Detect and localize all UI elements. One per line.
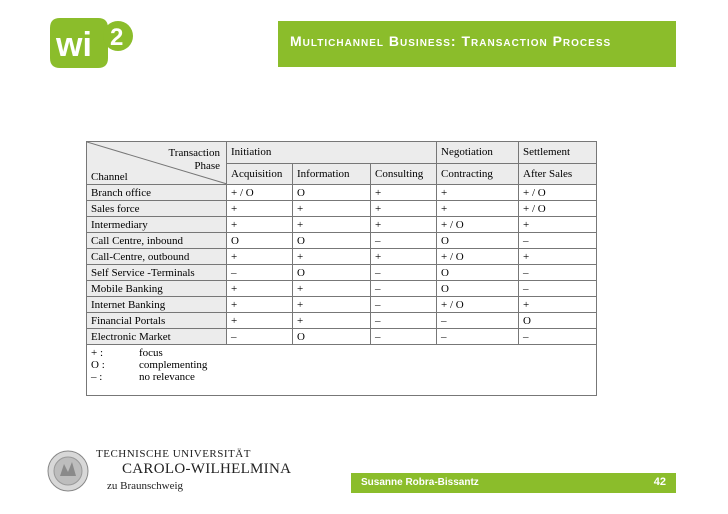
- table-cell: +: [227, 217, 293, 233]
- table-row: [87, 217, 597, 233]
- subheader-contracting: Contracting: [437, 163, 519, 185]
- corner-channel-label: Channel: [91, 171, 128, 183]
- table-row: [87, 329, 597, 345]
- legend-row: [87, 345, 597, 396]
- table-cell: O: [519, 313, 597, 329]
- table-row: [87, 201, 597, 217]
- table-cell: –: [371, 297, 437, 313]
- table-row: [87, 185, 597, 201]
- table-cell: O: [437, 281, 519, 297]
- university-name-line1: TECHNISCHE UNIVERSITÄT: [96, 448, 251, 460]
- phase-header-negotiation: Negotiation: [437, 142, 519, 164]
- table-cell: –: [371, 313, 437, 329]
- svg-text:wi: wi: [56, 26, 92, 64]
- table-cell: –: [371, 265, 437, 281]
- university-name-line2: CAROLO-WILHELMINA: [122, 461, 292, 477]
- table-cell: +: [293, 217, 371, 233]
- legend-meaning: complementing: [139, 359, 208, 371]
- table-row: [87, 249, 597, 265]
- table-cell: + / O: [437, 217, 519, 233]
- table-cell: + / O: [519, 185, 597, 201]
- table-cell: O: [293, 185, 371, 201]
- table-cell: +: [371, 249, 437, 265]
- wi2-logo: [46, 14, 136, 72]
- author-name: Susanne Robra-Bissantz: [361, 477, 479, 488]
- table-cell: +: [519, 217, 597, 233]
- subheader-after-sales: After Sales: [519, 163, 597, 185]
- tu-braunschweig-seal-icon: [46, 448, 90, 494]
- table-row: [87, 313, 597, 329]
- channel-label: Sales force: [87, 201, 227, 217]
- slide-title: Multichannel Business: Transaction Process: [290, 33, 612, 49]
- table-cell: O: [293, 329, 371, 345]
- university-name-line3: zu Braunschweig: [107, 480, 184, 492]
- table-cell: +: [371, 217, 437, 233]
- channel-label: Electronic Market: [87, 329, 227, 345]
- legend: [87, 345, 597, 396]
- table-cell: +: [227, 297, 293, 313]
- channel-label: Branch office: [87, 185, 227, 201]
- phase-header-settlement: Settlement: [519, 142, 597, 164]
- table-cell: +: [293, 249, 371, 265]
- table-cell: O: [293, 233, 371, 249]
- table-cell: +: [227, 313, 293, 329]
- table-cell: O: [227, 233, 293, 249]
- table-cell: –: [227, 329, 293, 345]
- table-cell: +: [293, 297, 371, 313]
- channel-label: Financial Portals: [87, 313, 227, 329]
- legend-symbol: + :: [91, 347, 104, 359]
- table-row: [87, 297, 597, 313]
- subheader-acquisition: Acquisition: [227, 163, 293, 185]
- table-corner-cell: [87, 142, 227, 185]
- transaction-table: [86, 141, 597, 396]
- phase-header-initiation: Initiation: [227, 142, 437, 164]
- table-cell: –: [519, 329, 597, 345]
- corner-transaction-label: Transaction: [168, 147, 220, 159]
- channel-label: Mobile Banking: [87, 281, 227, 297]
- table-cell: +: [227, 201, 293, 217]
- legend-symbol: – :: [91, 371, 103, 383]
- table-cell: O: [437, 265, 519, 281]
- table-cell: –: [519, 265, 597, 281]
- table-cell: +: [293, 201, 371, 217]
- channel-label: Self Service -Terminals: [87, 265, 227, 281]
- table-cell: +: [293, 281, 371, 297]
- table-cell: –: [519, 281, 597, 297]
- table-cell: + / O: [437, 249, 519, 265]
- table-cell: –: [371, 281, 437, 297]
- svg-text:2: 2: [110, 24, 124, 51]
- channel-label: Intermediary: [87, 217, 227, 233]
- table-cell: + / O: [519, 201, 597, 217]
- table-row: [87, 265, 597, 281]
- table-cell: +: [437, 185, 519, 201]
- table-row: [87, 233, 597, 249]
- legend-item: [91, 347, 592, 359]
- table-cell: +: [437, 201, 519, 217]
- table-cell: O: [437, 233, 519, 249]
- table-cell: +: [519, 249, 597, 265]
- corner-phase-label: Phase: [194, 160, 220, 172]
- legend-item: [91, 371, 592, 383]
- legend-meaning: focus: [139, 347, 163, 359]
- table-cell: +: [293, 313, 371, 329]
- page-number: 42: [653, 476, 666, 488]
- footer-bar: [351, 473, 676, 493]
- table-row: [87, 281, 597, 297]
- legend-symbol: O :: [91, 359, 105, 371]
- table-cell: –: [371, 233, 437, 249]
- legend-item: [91, 359, 592, 371]
- channel-label: Call-Centre, outbound: [87, 249, 227, 265]
- table-cell: +: [371, 201, 437, 217]
- legend-meaning: no relevance: [139, 371, 195, 383]
- table-cell: + / O: [437, 297, 519, 313]
- table-cell: +: [519, 297, 597, 313]
- table-cell: –: [227, 265, 293, 281]
- table-cell: –: [437, 329, 519, 345]
- table-cell: O: [293, 265, 371, 281]
- table-cell: +: [227, 249, 293, 265]
- header-bar: [278, 21, 676, 67]
- table-cell: +: [227, 281, 293, 297]
- table-cell: + / O: [227, 185, 293, 201]
- table-cell: –: [519, 233, 597, 249]
- table-cell: –: [371, 329, 437, 345]
- table-cell: +: [371, 185, 437, 201]
- table-cell: –: [437, 313, 519, 329]
- subheader-consulting: Consulting: [371, 163, 437, 185]
- channel-label: Internet Banking: [87, 297, 227, 313]
- channel-label: Call Centre, inbound: [87, 233, 227, 249]
- subheader-information: Information: [293, 163, 371, 185]
